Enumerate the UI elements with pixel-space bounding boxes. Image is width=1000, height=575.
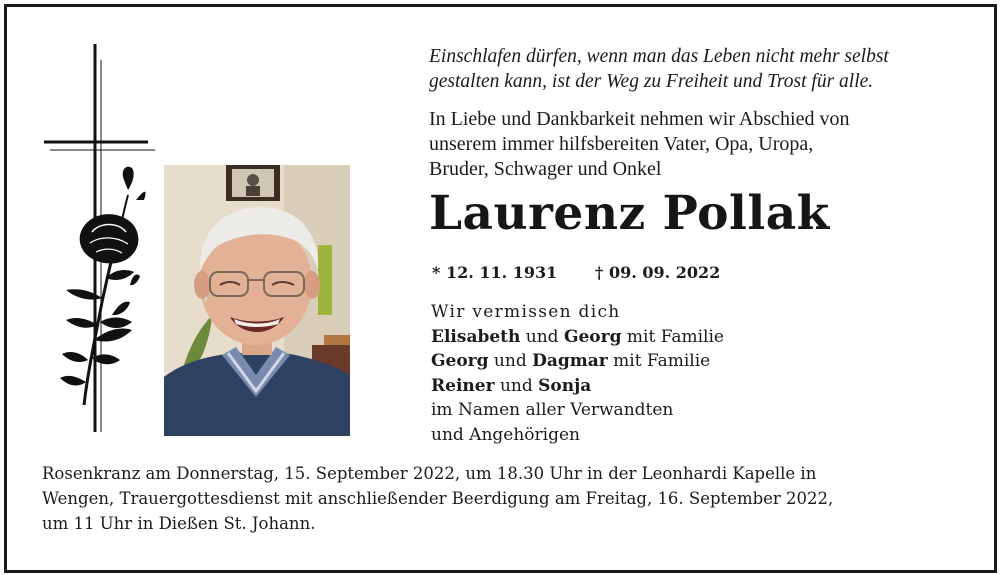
intro-text	[429, 107, 969, 182]
service-details	[42, 461, 962, 536]
family-line	[431, 374, 951, 399]
family-name: Elisabeth	[431, 326, 521, 347]
family-conjunction: und	[488, 351, 533, 371]
family-name: Sonja	[538, 375, 592, 396]
cross-with-rose-icon	[40, 40, 160, 440]
quote	[429, 44, 969, 94]
portrait-photo	[164, 165, 350, 436]
intro-line: Bruder, Schwager und Onkel	[429, 158, 662, 180]
service-line: Wengen, Trauergottesdienst mit anschließender Beerdigung am Freitag, 16. September 2022,	[42, 489, 834, 508]
mourners-closing: und Angehörigen	[431, 424, 580, 445]
family-suffix: mit Familie	[621, 326, 724, 347]
mourners-closing: im Namen aller Verwandten	[431, 400, 674, 420]
family-name: Reiner	[431, 375, 495, 396]
family-name: Dagmar	[532, 351, 608, 371]
intro-line: In Liebe und Dankbarkeit nehmen wir Abschied von	[429, 108, 850, 130]
family-line	[431, 349, 951, 374]
family-conjunction: und	[520, 326, 564, 347]
mourners-intro: Wir vermissen dich	[431, 302, 621, 322]
family-name: Georg	[563, 326, 622, 347]
mourners-list	[431, 300, 951, 447]
quote-line: gestalten kann, ist der Weg zu Freiheit und Trost für alle.	[429, 71, 874, 92]
service-line: Rosenkranz am Donnerstag, 15. September 2022, um 18.30 Uhr in der Leonhardi Kapelle in	[42, 464, 817, 483]
death-date: † 09. 09. 2022	[595, 263, 721, 282]
quote-line: Einschlafen dürfen, wenn man das Leben nicht mehr selbst	[429, 46, 889, 67]
deceased-name: Laurenz Pollak	[429, 186, 830, 241]
family-suffix: mit Familie	[607, 351, 711, 371]
life-dates	[432, 263, 721, 282]
intro-line: unserem immer hilfsbereiten Vater, Opa, Uropa,	[429, 133, 814, 155]
family-name: Georg	[431, 351, 489, 371]
family-conjunction: und	[494, 375, 539, 396]
birth-date: * 12. 11. 1931	[432, 263, 558, 282]
service-line: um 11 Uhr in Dießen St. Johann.	[42, 514, 316, 533]
family-line	[431, 325, 951, 350]
